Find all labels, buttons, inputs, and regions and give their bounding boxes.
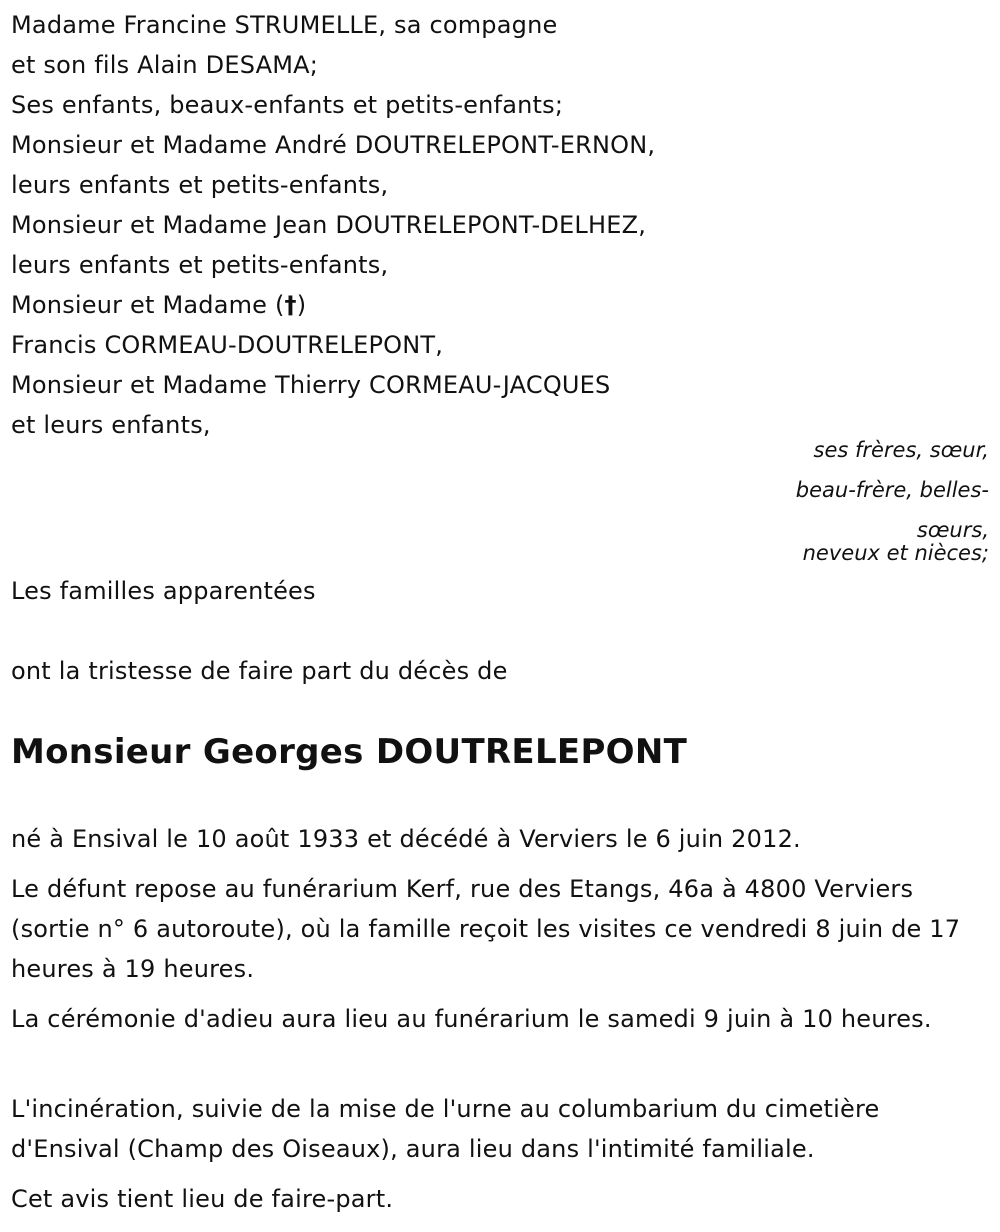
family-line: Francis CORMEAU-DOUTRELEPONT, <box>11 331 444 359</box>
relation-line: sœurs, <box>916 518 989 542</box>
birth-death-text: né à Ensival le 10 août 1933 et décédé à Verviers le 6 juin 2012. <box>11 825 801 853</box>
family-line-cross <box>11 290 306 320</box>
visitation-text: Le défunt repose au funérarium Kerf, rue des Etangs, 46a à 4800 Verviers (sortie n° 6 autoroute), où la famille reçoit les visites ce vendredi 8 juin de 17 heures à 19 heures. <box>11 875 961 983</box>
relation-line: beau-frère, belles- <box>795 478 989 502</box>
family-line: Madame Francine STRUMELLE, sa compagne <box>11 11 558 39</box>
family-line-text: Monsieur et Madame ( <box>11 291 285 319</box>
family-line: Monsieur et Madame Thierry CORMEAU-JACQUES <box>11 371 611 399</box>
family-line: Monsieur et Madame André DOUTRELEPONT-ERNON, <box>11 131 656 159</box>
family-line: leurs enfants et petits-enfants, <box>11 171 389 199</box>
cross-icon: † <box>284 291 297 319</box>
family-line: leurs enfants et petits-enfants, <box>11 251 389 279</box>
ceremony-text: La cérémonie d'adieu aura lieu au funérarium le samedi 9 juin à 10 heures. <box>11 1005 932 1033</box>
announcement-line: ont la tristesse de faire part du décès de <box>11 657 508 685</box>
family-line: et leurs enfants, <box>11 411 211 439</box>
closing-text: Cet avis tient lieu de faire-part. <box>11 1185 394 1213</box>
cremation-text: L'incinération, suivie de la mise de l'urne au columbarium du cimetière d'Ensival (Champ des Oiseaux), aura lieu dans l'intimité familiale. <box>11 1095 880 1163</box>
relatives-line: Les familles apparentées <box>11 577 316 605</box>
family-line: et son fils Alain DESAMA; <box>11 51 319 79</box>
cross-close: ) <box>296 291 307 319</box>
relation-line: ses frères, sœur, <box>813 438 989 462</box>
family-line: Monsieur et Madame Jean DOUTRELEPONT-DELHEZ, <box>11 211 647 239</box>
relation-line: neveux et nièces; <box>802 541 989 565</box>
deceased-name: Monsieur Georges DOUTRELEPONT <box>11 732 688 772</box>
family-line: Ses enfants, beaux-enfants et petits-enfants; <box>11 91 564 119</box>
